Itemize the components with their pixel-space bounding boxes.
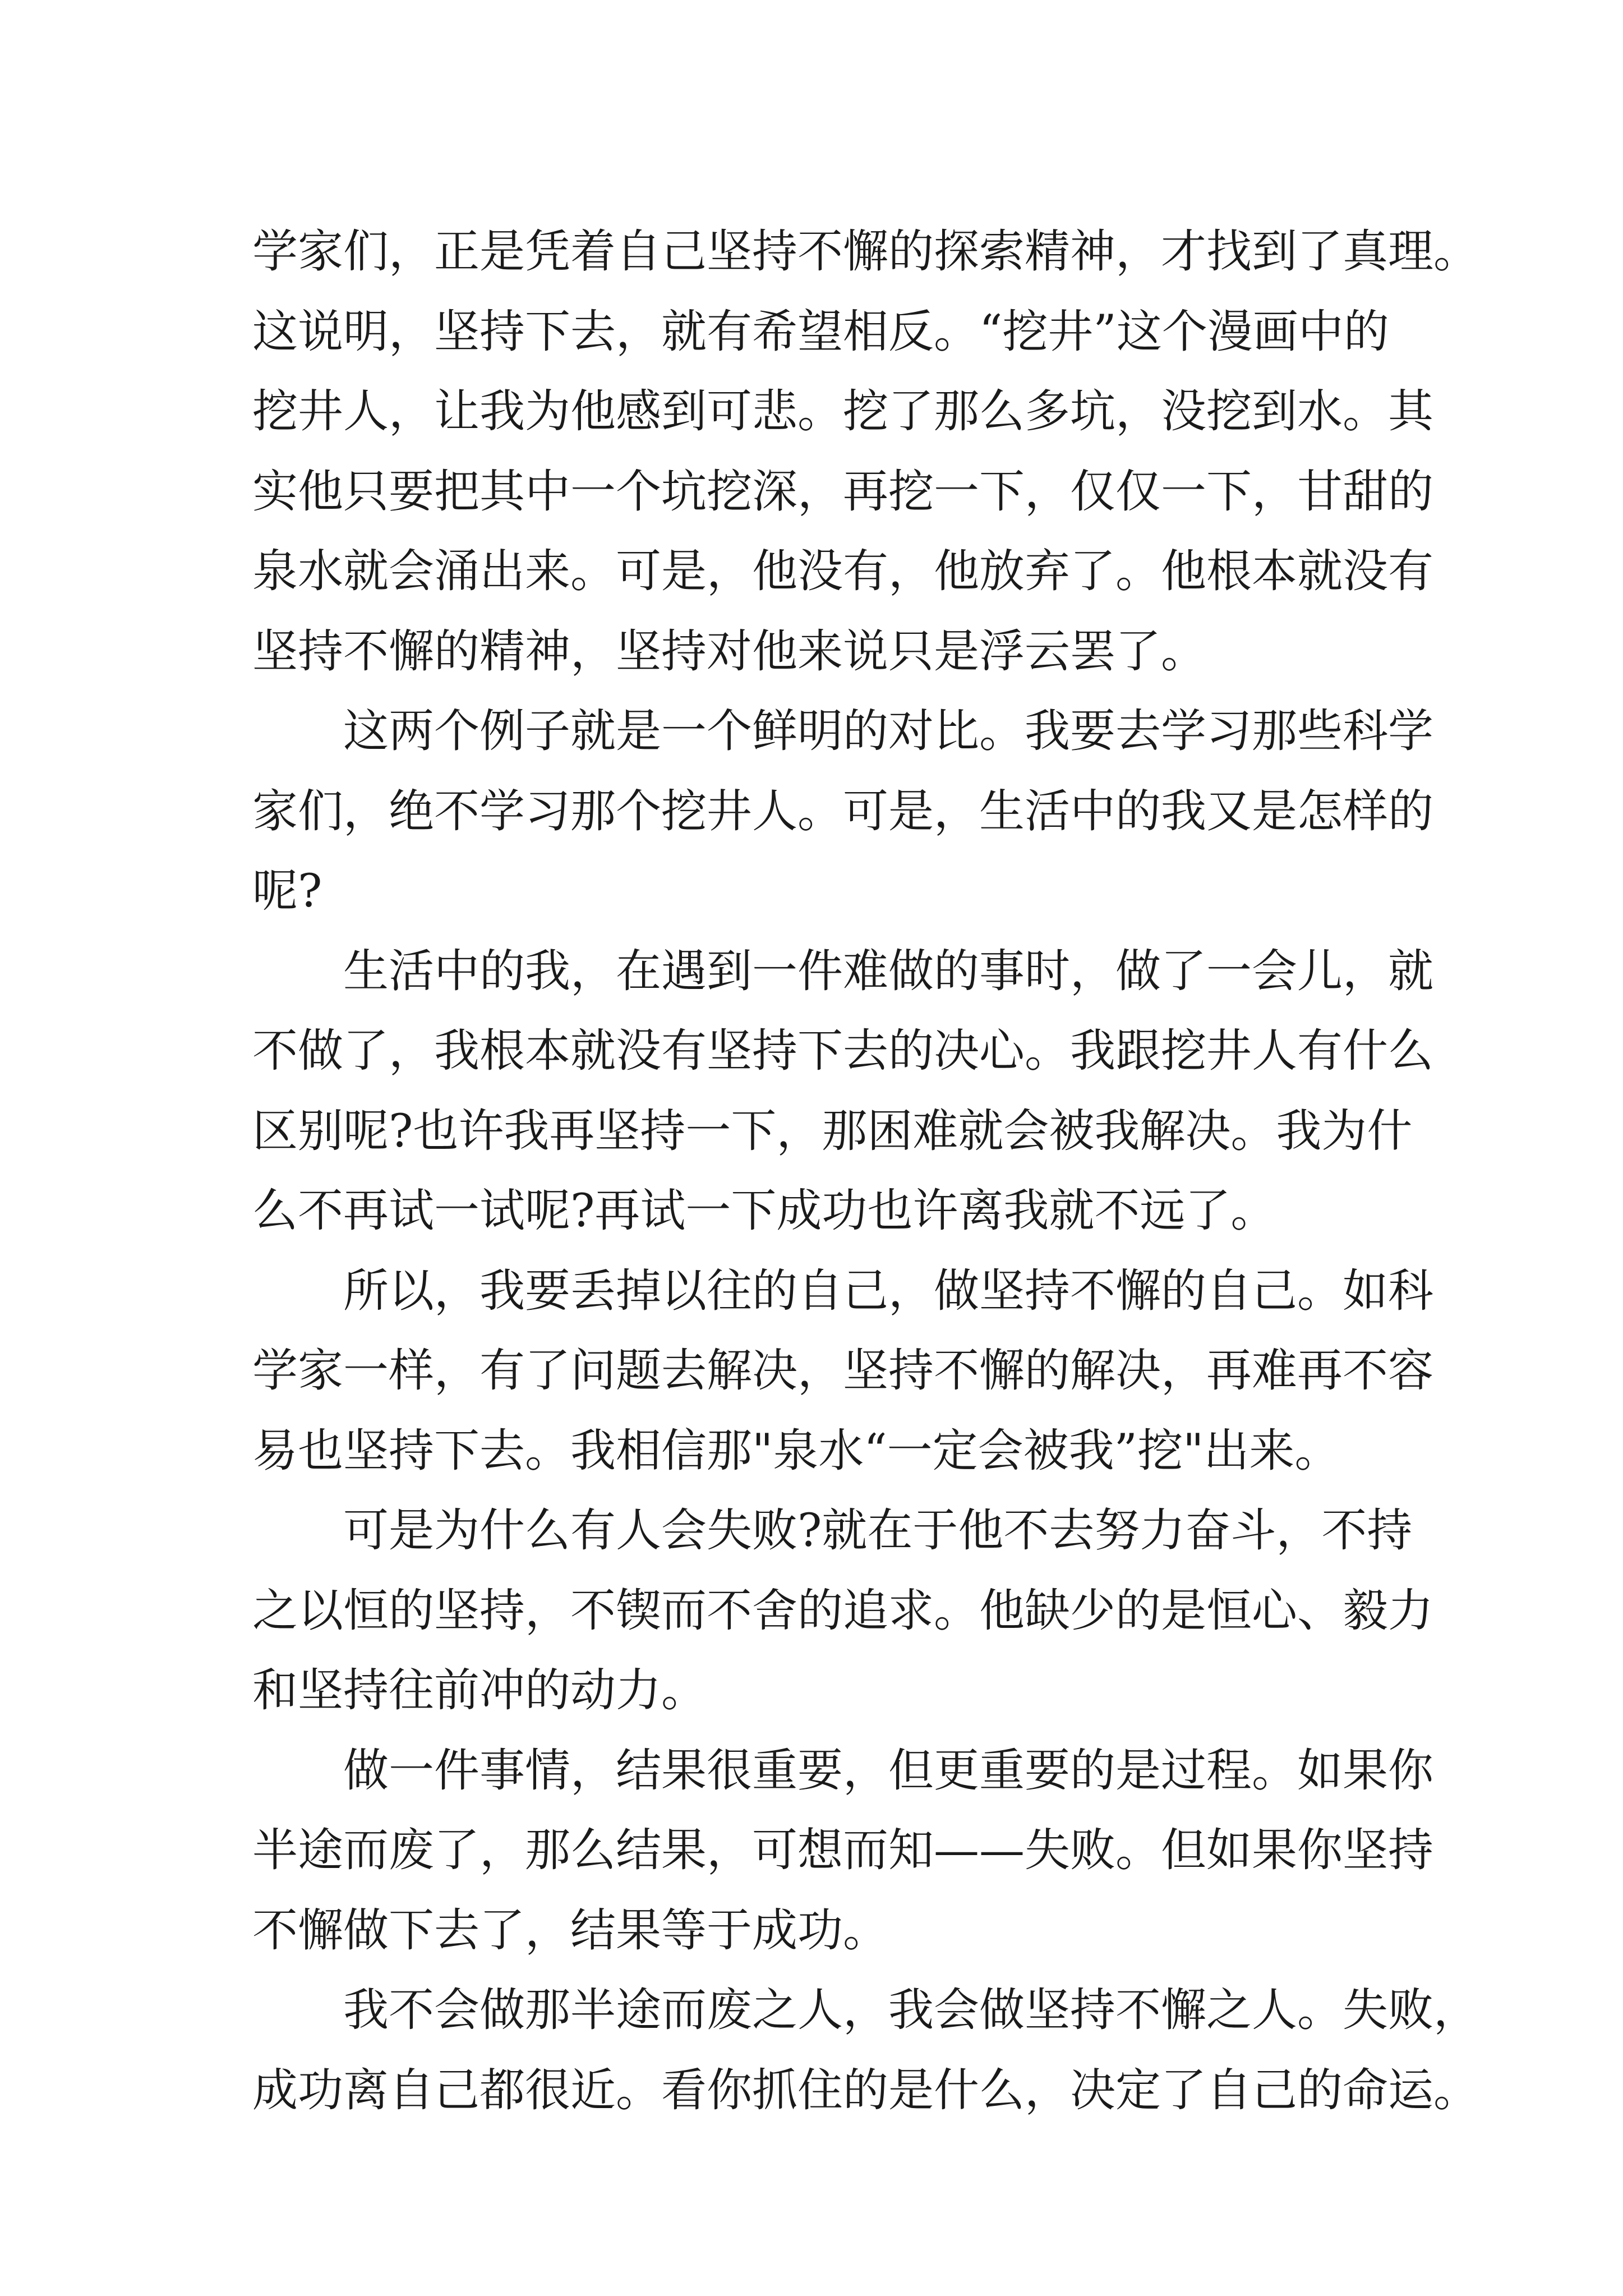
text-line: 呢? <box>252 865 322 918</box>
text-line: 坚持不懈的精神，坚持对他来说只是浮云罢了。 <box>252 625 1207 678</box>
paragraph-first-line: 所以，我要丢掉以往的自己，做坚持不懈的自己。如科 <box>343 1264 1434 1318</box>
text-line: 区别呢?也许我再坚持一下，那困难就会被我解决。我为什 <box>252 1105 1413 1158</box>
paragraph-first-line: 生活中的我，在遇到一件难做的事时，做了一会儿，就 <box>343 945 1434 998</box>
paragraph-first-line: 做一件事情，结果很重要，但更重要的是过程。如果你 <box>343 1744 1434 1797</box>
text-line: 家们，绝不学习那个挖井人。可是，生活中的我又是怎样的 <box>252 785 1434 838</box>
paragraph-first-line: 可是为什么有人会失败?就在于他不去努力奋斗，不持 <box>343 1504 1413 1557</box>
text-line: 和坚持往前冲的动力。 <box>252 1664 707 1717</box>
text-line: 学家一样，有了问题去解决，坚持不懈的解决，再难再不容 <box>252 1345 1434 1397</box>
text-line: 这说明，坚持下去，就有希望相反。“挖井”这个漫画中的 <box>252 305 1389 358</box>
text-line: 成功离自己都很近。看你抓住的是什么，决定了自己的命运。 <box>252 2064 1479 2117</box>
text-line: 挖井人，让我为他感到可悲。挖了那么多坑，没挖到水。其 <box>252 385 1434 438</box>
essay-body <box>252 212 1479 2131</box>
text-line: 不懈做下去了，结果等于成功。 <box>252 1904 889 1957</box>
text-line: 实他只要把其中一个坑挖深，再挖一下，仅仅一下，甘甜的 <box>252 465 1434 518</box>
text-line: 学家们，正是凭着自己坚持不懈的探索精神，才找到了真理。 <box>252 226 1479 278</box>
text-line: 半途而废了，那么结果，可想而知——失败。但如果你坚持 <box>252 1824 1434 1877</box>
paragraph-first-line: 这两个例子就是一个鲜明的对比。我要去学习那些科学 <box>343 705 1434 758</box>
text-line: 之以恒的坚持，不锲而不舍的追求。他缺少的是恒心、毅力 <box>252 1584 1434 1637</box>
paragraph-first-line: 我不会做那半途而废之人，我会做坚持不懈之人。失败， <box>343 1984 1479 2037</box>
text-line: 泉水就会涌出来。可是，他没有，他放弃了。他根本就没有 <box>252 545 1434 598</box>
text-line: 易也坚持下去。我相信那"泉水“一定会被我”挖"出来。 <box>252 1424 1340 1478</box>
text-line: 不做了，我根本就没有坚持下去的决心。我跟挖井人有什么 <box>252 1025 1434 1078</box>
text-line: 么不再试一试呢?再试一下成功也许离我就不远了。 <box>252 1185 1276 1237</box>
